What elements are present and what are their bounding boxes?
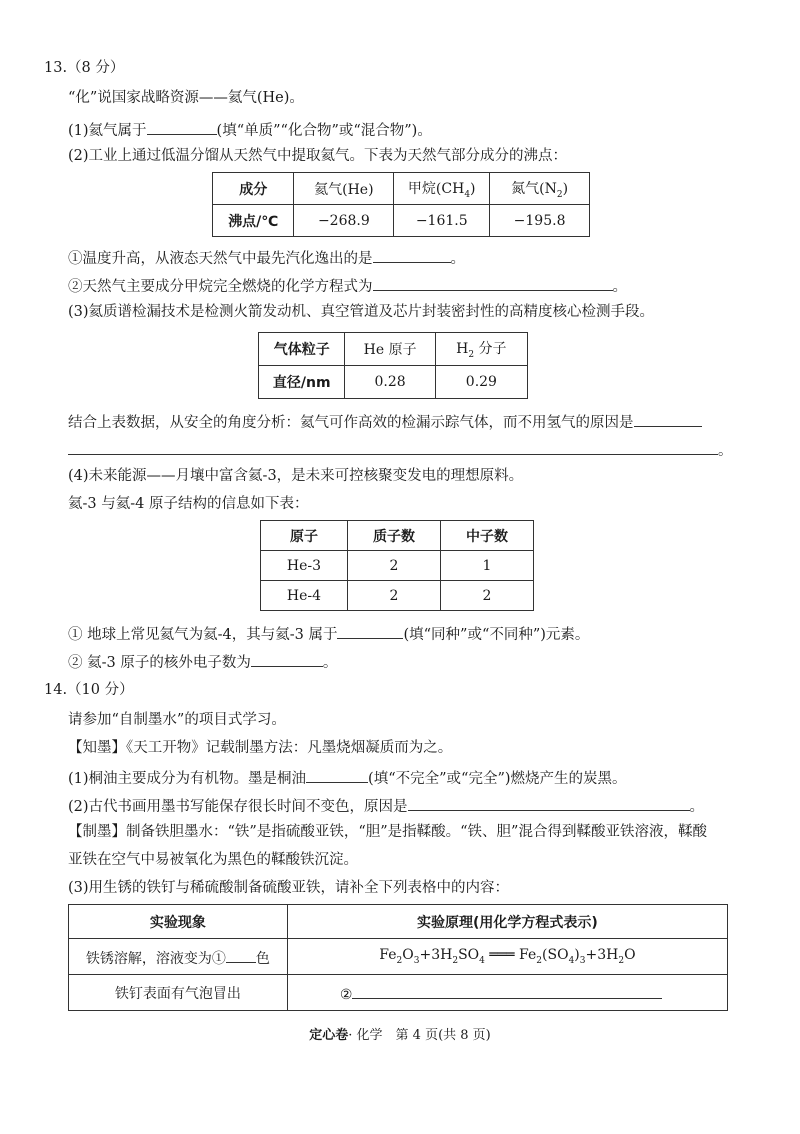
q13-part2-2 — [68, 274, 627, 297]
q13-part4-intro: 氦-3 与氦-4 原子结构的信息如下表： — [68, 496, 309, 512]
table-cell: 0.29 — [435, 366, 527, 399]
question-text: ② 氦-3 原子的核外电子数为 — [68, 655, 251, 671]
answer-blank[interactable] — [306, 766, 368, 783]
answer-blank[interactable] — [147, 118, 217, 135]
table-header-cell: 实验原理(用化学方程式表示) — [287, 905, 727, 939]
table-header-cell: 质子数 — [348, 521, 441, 551]
table-cell-text: ② — [339, 987, 353, 1003]
q13-part3-answer-line — [68, 438, 733, 461]
table-cell: 2 — [348, 551, 441, 581]
q13-intro: “化”说国家战略资源——氦气(He)。 — [68, 90, 304, 106]
table-row-label: 直径/nm — [259, 366, 345, 399]
table-cell: He 原子 — [345, 333, 435, 366]
equation-cell: $Fe_2O_3+3H_2SO_4$ ═══ $Fe_2(SO_4)_3+3H_2O$ — [287, 939, 727, 975]
question-text: 。 — [450, 251, 465, 267]
footer-page-info: · 化学 第 4 页(共 8 页) — [348, 1028, 491, 1043]
question-text: (1)桐油主要成分为有机物。墨是桐油 — [68, 771, 307, 787]
table-header-cell: 氦气(He) — [294, 173, 394, 205]
question-text: ①温度升高，从液态天然气中最先汽化逸出的是 — [68, 251, 373, 267]
table-cell: −195.8 — [490, 205, 590, 237]
q14-zhimo2-line1: 【制墨】制备铁胆墨水：“铁”是指硫酸亚铁，“胆”是指鞣酸。“铁、胆”混合得到鞣酸亚铁溶液，鞣酸 — [68, 824, 707, 840]
table-cell: 1 — [441, 551, 534, 581]
experiment-table — [68, 904, 728, 1011]
question-text: 。 — [322, 655, 338, 671]
table-row — [261, 581, 534, 611]
table-header-cell: 中子数 — [441, 521, 534, 551]
answer-blank[interactable] — [251, 650, 323, 667]
q14-zhimo: 【知墨】《天工开物》记载制墨方法：凡墨烧烟凝质而为之。 — [68, 740, 453, 756]
answer-blank[interactable] — [408, 794, 690, 811]
answer-blank[interactable] — [352, 982, 662, 999]
table-cell: −268.9 — [294, 205, 394, 237]
table-cell: $H_2$ 分子 — [435, 333, 527, 366]
answer-blank[interactable] — [373, 246, 451, 263]
q14-part1 — [68, 766, 627, 789]
table-cell: He-3 — [261, 551, 348, 581]
table-cell: He-4 — [261, 581, 348, 611]
question-text: 。 — [718, 443, 733, 459]
diameter-table — [258, 332, 528, 399]
question-text: (填“同种”或“不同种”)元素。 — [403, 627, 590, 643]
table-cell-text: 铁锈溶解，溶液变为① — [85, 950, 226, 967]
q13-part3-question — [68, 410, 702, 433]
isotope-table — [260, 520, 534, 611]
table-header-cell: 成分 — [213, 173, 294, 205]
table-cell: 铁钉表面有气泡冒出 — [69, 975, 288, 1011]
q13-part3: (3)氦质谱检漏技术是检测火箭发动机、真空管道及芯片封装密封性的高精度核心检测手段。 — [68, 304, 655, 320]
table-cell-text: 色 — [255, 950, 270, 967]
q13-part2-1 — [68, 246, 465, 269]
question-text: ②天然气主要成分甲烷完全燃烧的化学方程式为 — [68, 279, 373, 295]
footer-brand: 定心卷 — [309, 1028, 349, 1043]
table-row — [261, 551, 534, 581]
q13-part4-1 — [68, 622, 589, 645]
answer-blank[interactable] — [337, 622, 403, 639]
table-cell: 2 — [441, 581, 534, 611]
table-header-cell: 氮气$(N_2)$ — [490, 173, 590, 205]
question-text: 结合上表数据，从安全的角度分析：氦气可作高效的检漏示踪气体，而不用氢气的原因是 — [68, 415, 634, 431]
boiling-point-table — [212, 172, 590, 237]
q13-part4-2 — [68, 650, 337, 673]
q14-part2 — [68, 794, 704, 817]
page-footer — [0, 1024, 800, 1043]
q14-part3: (3)用生锈的铁钉与稀硫酸制备硫酸亚铁，请补全下列表格中的内容： — [68, 880, 510, 896]
q14-number: 14.（10 分） — [44, 682, 134, 698]
table-cell: −161.5 — [394, 205, 490, 237]
q13-part1-text: (1)氦气属于 — [68, 123, 147, 139]
q13-part1-hint: (填“单质”“化合物”或“混合物”)。 — [216, 123, 432, 139]
table-cell: 2 — [348, 581, 441, 611]
question-text: (填“不完全”或“完全”)燃烧产生的炭黑。 — [368, 771, 627, 787]
question-text: ① 地球上常见氦气为氦-4，其与氦-3 属于 — [68, 627, 338, 643]
equation-cell — [287, 975, 727, 1011]
q13-part2: (2)工业上通过低温分馏从天然气中提取氦气。下表为天然气部分成分的沸点： — [68, 148, 568, 164]
q14-intro: 请参加“自制墨水”的项目式学习。 — [68, 712, 286, 728]
table-header-cell: 甲烷$(CH_4)$ — [394, 173, 490, 205]
q14-zhimo2-line2: 亚铁在空气中易被氧化为黑色的鞣酸铁沉淀。 — [68, 852, 358, 868]
table-header-cell: 原子 — [261, 521, 348, 551]
q13-part1 — [68, 118, 432, 141]
q13-part4: (4)未来能源——月壤中富含氦-3，是未来可控核聚变发电的理想原料。 — [68, 468, 524, 484]
table-cell: 0.28 — [345, 366, 435, 399]
question-text: 。 — [612, 279, 627, 295]
answer-blank[interactable] — [634, 410, 702, 427]
q13-number: 13.（8 分） — [44, 60, 125, 76]
table-row-label: 气体粒子 — [259, 333, 345, 366]
answer-blank[interactable] — [68, 438, 718, 455]
answer-blank[interactable] — [373, 274, 613, 291]
table-row — [69, 939, 728, 975]
question-text: 。 — [689, 799, 705, 815]
table-row-label: 沸点/℃ — [213, 205, 294, 237]
table-header-cell: 实验现象 — [69, 905, 288, 939]
table-cell — [69, 939, 288, 975]
question-text: (2)古代书画用墨书写能保存很长时间不变色，原因是 — [68, 799, 408, 815]
answer-blank[interactable] — [226, 946, 256, 963]
table-row — [69, 975, 728, 1011]
